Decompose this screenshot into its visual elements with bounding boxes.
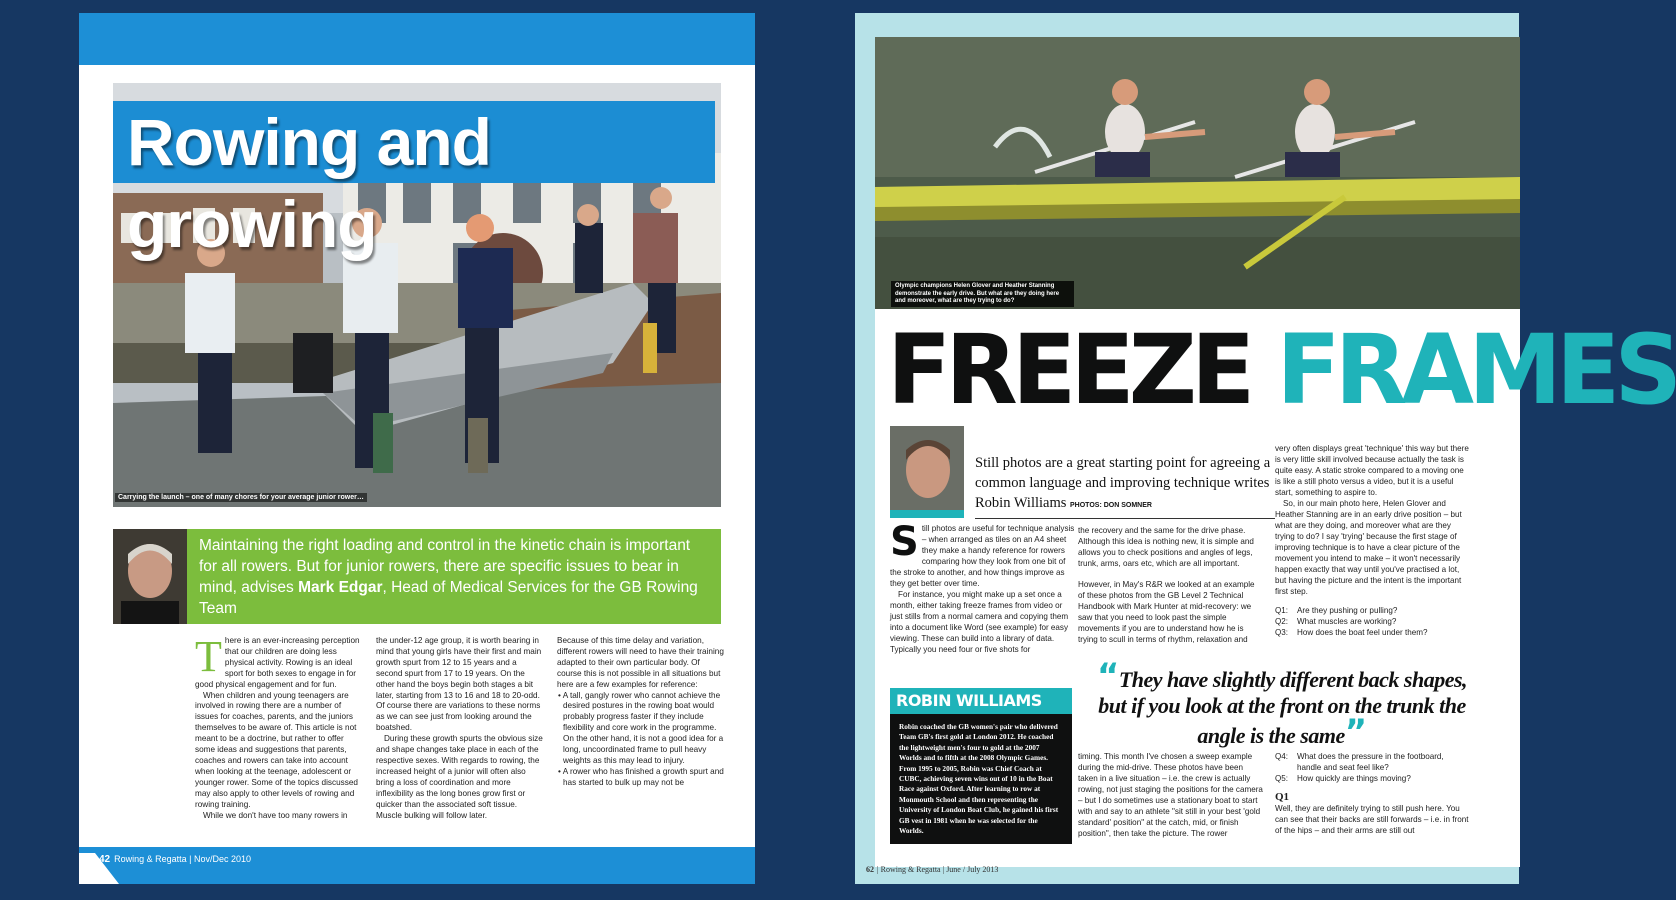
paragraph: When children and young teenagers are involved in rowing there are a number of issues for coaches, parents, and the juniors themselves to be aware of. This article is not meant to be a doctrine, but rather to offer some ideas and suggestions that parents, coaches and rowers can take into account when looking at the teenage, adolescent or younger rower. Some of the topics discussed may also apply to other levels of rowing and rowing training. bbox=[195, 690, 358, 809]
pull-quote-text: They have slightly different back shapes, but if you look at the front on the trunk the angle is the same bbox=[1098, 667, 1468, 748]
open-quote-mark: “ bbox=[1096, 656, 1119, 696]
standfirst bbox=[975, 453, 1275, 516]
author-portrait bbox=[890, 426, 964, 518]
question-list bbox=[1275, 605, 1470, 638]
paragraph: timing. This month I've chosen a sweep example during the mid-drive. These photos have been taken in a live situation – i.e. the crew is actually rowing, not just staging the positions for the camera – but I do sometimes use a stationary boat to start with and say to an athlete "sit still in your best 'gold standard' position" at the catch, mid, or finish position", then take the picture. The rower bbox=[1078, 752, 1263, 838]
body-column-3 bbox=[1275, 443, 1470, 658]
question-text: Are they pushing or pulling? bbox=[1297, 606, 1398, 615]
article-title bbox=[887, 314, 1676, 426]
body-column-2 bbox=[1078, 525, 1263, 660]
title-word-1: FREEZE bbox=[887, 314, 1250, 426]
right-magazine-page bbox=[855, 13, 1676, 884]
photo-credit: PHOTOS: DON SOMNER bbox=[1070, 502, 1152, 509]
footer-publication: Rowing & Regatta | Nov/Dec 2010 bbox=[114, 854, 252, 864]
drop-cap: S bbox=[890, 519, 919, 565]
page-number: 42 bbox=[99, 854, 111, 865]
paragraph: For instance, you might make up a set once a month, either taking freeze frames from video or just stills from a normal camera and copying them into a document like Word (see example) for easy viewing. These can build into a library of data. Typically you need four or five shots for bbox=[890, 590, 1069, 654]
paragraph: very often displays great 'technique' this way but there is very little skill involved because actually the task is quite easy. A static stroke compared to a moving one is like a still photo versus a video, but it is a useful start, something to aspire to. bbox=[1275, 444, 1469, 497]
question-item bbox=[1275, 751, 1470, 773]
bullet-list bbox=[557, 691, 725, 789]
pull-quote bbox=[1087, 656, 1477, 752]
body-column-3-continued bbox=[1275, 751, 1470, 846]
question-item bbox=[1275, 605, 1470, 616]
question-text: How quickly are things moving? bbox=[1297, 774, 1411, 783]
close-quote-mark: ” bbox=[1344, 712, 1367, 752]
paragraph-text: here is an ever-increasing perception that our children are doing less physical activity. Rowing is an ideal sport for both sexes to engage in for good physical engagement and for fun. bbox=[195, 636, 360, 689]
article-body bbox=[195, 632, 725, 846]
left-magazine-page bbox=[79, 13, 755, 884]
subheading: Q1 bbox=[1275, 791, 1290, 803]
bio-heading: ROBIN WILLIAMS bbox=[890, 688, 1072, 714]
body-column-1 bbox=[195, 632, 363, 846]
question-label: Q4: bbox=[1275, 752, 1289, 761]
paragraph: the recovery and the same for the drive phase. Although this idea is nothing new, it is simple and allows you to check positions and angles of legs, trunk, arms, oars etc, which are all important. bbox=[1078, 526, 1254, 568]
paragraph: During these growth spurts the obvious size and shape changes take place in each of the respective sexes. With regards to rowing, the increased height of a junior will often also bring a loss of coordination and more inflexibility as the long bones grow first or quicker than the associated soft tissue. Muscle bulking will follow later. bbox=[376, 734, 543, 820]
question-label: Q3: bbox=[1275, 628, 1289, 637]
question-text: What muscles are working? bbox=[1297, 617, 1397, 626]
article-title: Rowing and growing bbox=[113, 101, 715, 183]
standfirst-text: Still photos are a great starting point for agreeing a common language and improving technique writes bbox=[975, 455, 1271, 491]
bio-box: Robin coached the GB women's pair who delivered Team GB's first gold at London 2012. He coached the lightweight men's four to gold at the 2007 Worlds and to fifth at the 2008 Olympic Games. From 1995 to 2005, Robin was Chief Coach at CUBC, achieving seven wins out of 10 in the Boat Race against Oxford. After learning to row at Monmouth School and then representing the University of London Boat Club, he gained his first GB vest in 1981 when he was selected for the Worlds. bbox=[890, 714, 1072, 844]
question-item bbox=[1275, 627, 1470, 638]
photo-caption: Olympic champions Helen Glover and Heather Stanning demonstrate the early drive. But what are they doing here and moreover, what are they trying to do? bbox=[891, 281, 1074, 307]
photo-caption: Carrying the launch – one of many chores for your average junior rower… bbox=[115, 493, 367, 502]
body-column-1 bbox=[890, 519, 1075, 683]
body-column-2-continued bbox=[1078, 751, 1263, 846]
paragraph: So, in our main photo here, Helen Glover and Heather Stanning are in an early drive position – but what are they doing, and moreover what are they trying to do? I say 'trying' because the first stage of improving technique is to have a clear picture of the movement you intend to make – it won't necessarily happen exactly that way until you've practised a lot, but having the picture and the intent is the important first step. bbox=[1275, 499, 1462, 596]
rowing-pair-photo bbox=[875, 37, 1520, 309]
question-text: What does the pressure in the footboard, handle and seat feel like? bbox=[1297, 752, 1444, 772]
question-label: Q5: bbox=[1275, 774, 1289, 783]
standfirst-text-2: , Head of Medical Services for the GB Rowing Team bbox=[199, 579, 698, 617]
page-footer bbox=[99, 854, 251, 865]
paragraph: Well, they are definitely trying to still push here. You can see that their backs are still forwards – i.e. in front of the hips – and their arms are still out bbox=[1275, 804, 1469, 835]
standfirst-author: Mark Edgar bbox=[298, 579, 383, 596]
drop-cap: T bbox=[195, 632, 222, 681]
list-item: • A rower who has finished a growth spurt and has started to bulk up may not be bbox=[558, 766, 724, 787]
body-column-3 bbox=[557, 636, 725, 846]
list-item: • A tall, gangly rower who cannot achieve the desired postures in the rowing boat would probably progress faster if they include flexibility and core work in the programme. On the other hand, it is not a good idea for a long, uncoordinated frame to pull heavy weights as this may lead to injury. bbox=[558, 690, 724, 765]
paragraph-text: till photos are useful for technique analysis – when arranged as tiles on an A4 sheet they make a handy reference for rowers comparing how they look from one bit of the stroke to another, and how things improve as they get better over time. bbox=[890, 524, 1075, 588]
title-word-2: FRAMES bbox=[1276, 314, 1676, 426]
standfirst-text-1: Maintaining the right loading and control in the kinetic chain is important for all rowers. But for junior rowers, there are specific issues to bear in mind, advises bbox=[199, 537, 691, 596]
paragraph: the under-12 age group, it is worth bearing in mind that young girls have their first and main growth spurt from 12 to 15 years and a second spurt from 17 to 19 years. On the other hand the boys begin both stages a bit later, starting from 13 to 16 and 18 to 20-odd. Of course there are variations to these norms as we can see just from looking around the boatshed. bbox=[376, 636, 542, 733]
footer-color-band bbox=[79, 847, 755, 884]
paragraph: However, in May's R&R we looked at an example of these photos from the GB Level 2 Technical Handbook with Mark Hunter at mid-recovery: we saw that you need to look past the simple movements if you are to understand how he is trying to scull in terms of rhythm, relaxation and bbox=[1078, 580, 1255, 644]
standfirst-author: Robin Williams bbox=[975, 495, 1067, 511]
divider bbox=[975, 518, 1275, 519]
footer-publication: | Rowing & Regatta | June / July 2013 bbox=[877, 865, 999, 874]
question-item bbox=[1275, 616, 1470, 627]
paragraph bbox=[890, 519, 1075, 589]
question-text: How does the boat feel under them? bbox=[1297, 628, 1428, 637]
question-label: Q1: bbox=[1275, 606, 1289, 615]
question-item bbox=[1275, 773, 1470, 784]
top-color-band bbox=[79, 13, 755, 65]
paragraph: Because of this time delay and variation, different rowers will need to have their training adapted to their own particular body. Of course this is not possible in all situations but here are a few examples for reference: bbox=[557, 636, 724, 689]
paragraph: While we don't have too many rowers in bbox=[203, 810, 348, 820]
body-column-2 bbox=[376, 636, 544, 846]
page-footer bbox=[866, 865, 998, 874]
paragraph bbox=[195, 632, 363, 691]
question-label: Q2: bbox=[1275, 617, 1289, 626]
standfirst bbox=[187, 529, 721, 624]
author-portrait bbox=[113, 529, 187, 624]
page-number: 62 bbox=[866, 865, 874, 874]
